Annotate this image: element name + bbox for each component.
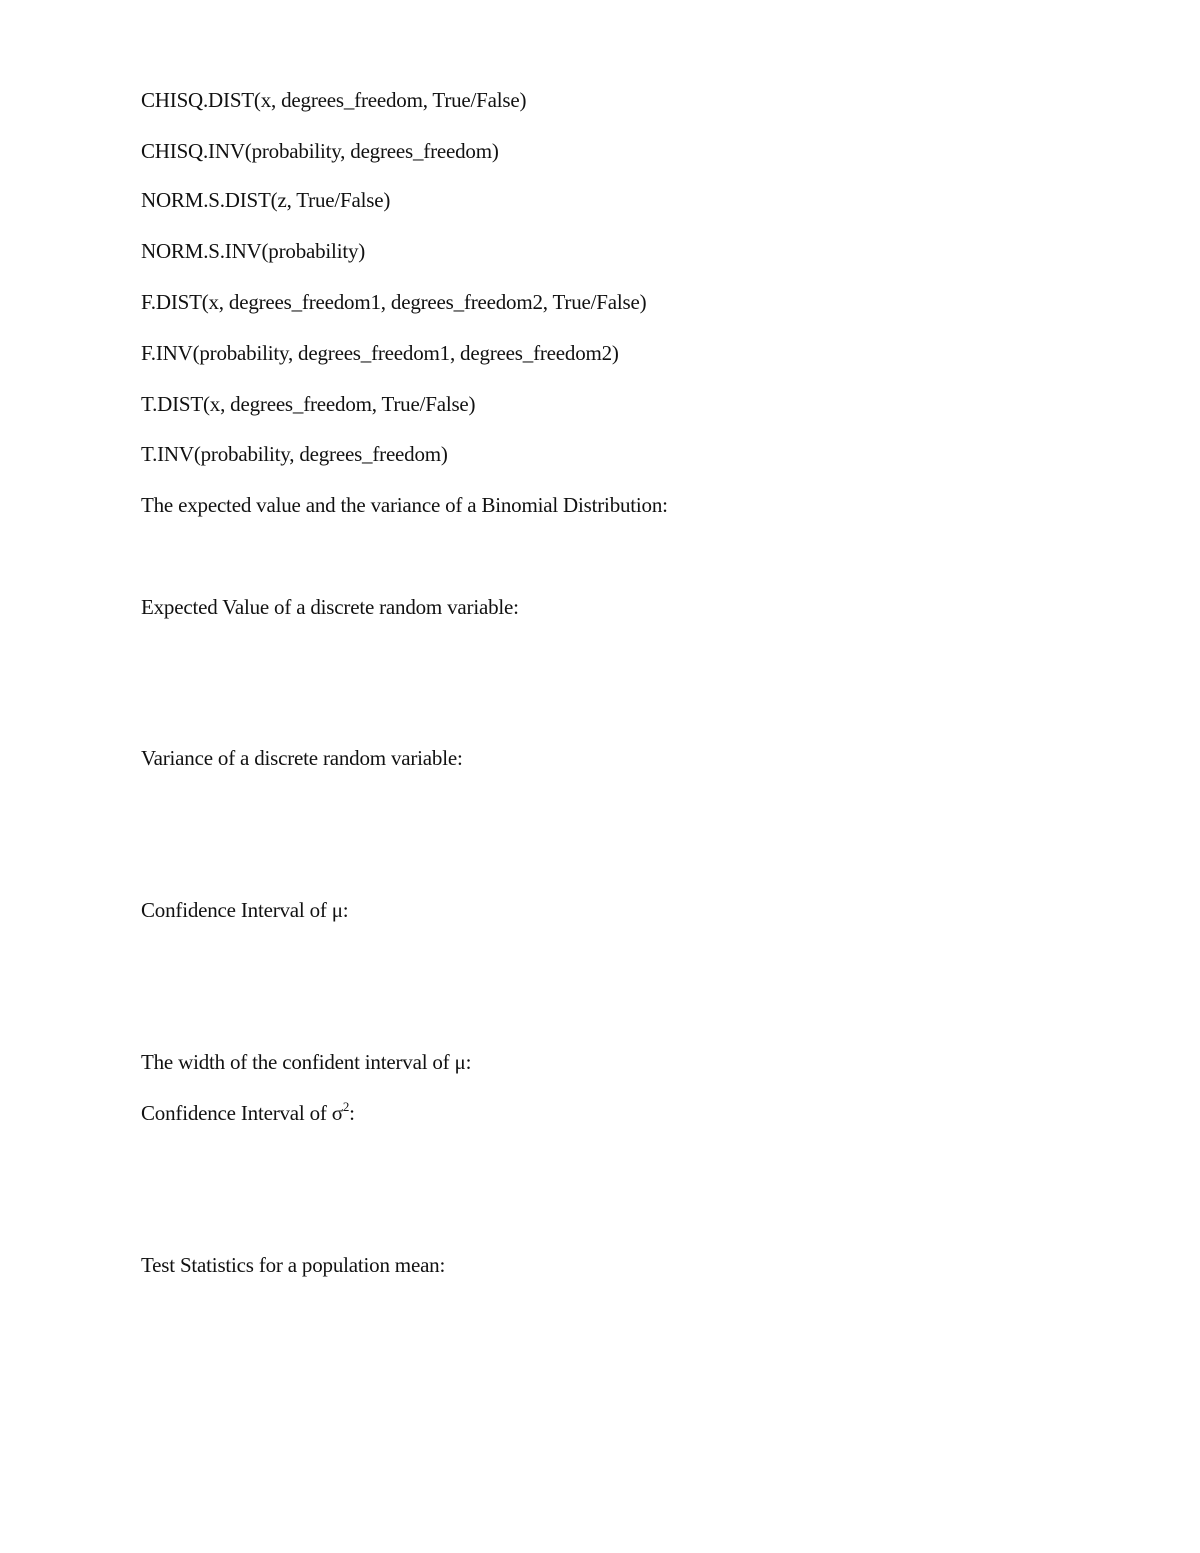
ci-sigma-superscript: 2 xyxy=(342,1099,350,1114)
ci-sigma-squared-heading xyxy=(141,1100,355,1126)
t-dist-formula: T.DIST(x, degrees_freedom, True/False) xyxy=(141,392,476,416)
ci-mu-heading: Confidence Interval of μ: xyxy=(141,898,349,922)
variance-heading: Variance of a discrete random variable: xyxy=(141,746,463,770)
chisq-dist-formula: CHISQ.DIST(x, degrees_freedom, True/False) xyxy=(141,88,527,112)
binomial-heading: The expected value and the variance of a Binomial Distribution: xyxy=(141,493,668,517)
ci-sigma-prefix: Confidence Interval of σ xyxy=(141,1101,343,1125)
norm-s-dist-formula: NORM.S.DIST(z, True/False) xyxy=(141,188,391,212)
test-statistics-heading: Test Statistics for a population mean: xyxy=(141,1253,446,1277)
ci-sigma-suffix: : xyxy=(349,1101,355,1125)
f-inv-formula: F.INV(probability, degrees_freedom1, degrees_freedom2) xyxy=(141,341,619,365)
chisq-inv-formula: CHISQ.INV(probability, degrees_freedom) xyxy=(141,139,499,163)
ci-width-heading: The width of the confident interval of μ: xyxy=(141,1050,472,1074)
norm-s-inv-formula: NORM.S.INV(probability) xyxy=(141,239,366,263)
expected-value-heading: Expected Value of a discrete random variable: xyxy=(141,595,519,619)
t-inv-formula: T.INV(probability, degrees_freedom) xyxy=(141,442,448,466)
f-dist-formula: F.DIST(x, degrees_freedom1, degrees_freedom2, True/False) xyxy=(141,290,647,314)
